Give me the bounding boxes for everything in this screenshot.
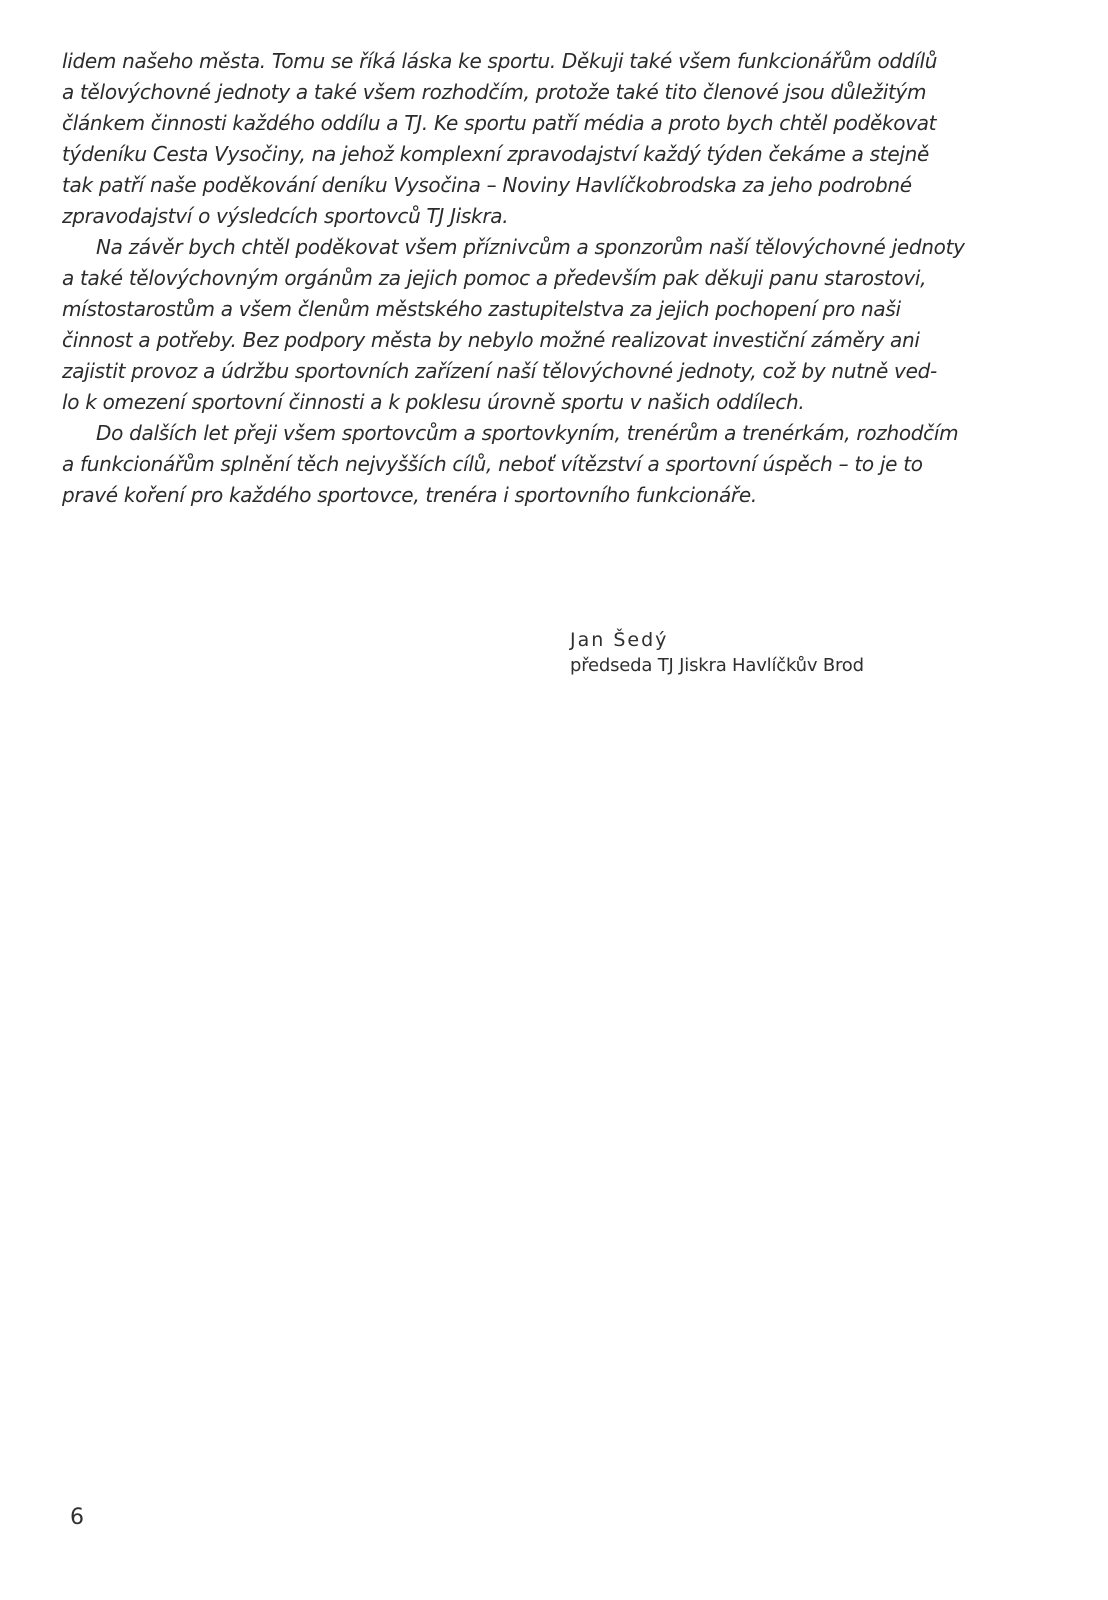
text-line: týdeníku Cesta Vysočiny, na jehož komplexní zpravodajství každý týden čekáme a stejně	[62, 142, 929, 166]
letter-body	[62, 46, 1052, 511]
text-line: a také tělovýchovným orgánům za jejich pomoc a především pak děkuji panu starostovi,	[62, 266, 927, 290]
text-line: Na závěr bych chtěl poděkovat všem příznivcům a sponzorům naší tělovýchovné jednoty	[96, 235, 965, 259]
text-line: lo k omezení sportovní činnosti a k poklesu úrovně sportu v našich oddílech.	[62, 390, 805, 414]
text-line: činnost a potřeby. Bez podpory města by nebylo možné realizovat investiční záměry ani	[62, 328, 920, 352]
text-line: zpravodajství o výsledcích sportovců TJ Jiskra.	[62, 204, 509, 228]
text-line: a funkcionářům splnění těch nejvyšších cílů, neboť vítězství a sportovní úspěch – to je to	[62, 452, 923, 476]
text-line: pravé koření pro každého sportovce, trenéra i sportovního funkcionáře.	[62, 483, 757, 507]
text-line: místostarostům a všem členům městského zastupitelstva za jejich pochopení pro naši	[62, 297, 901, 321]
text-line: lidem našeho města. Tomu se říká láska ke sportu. Děkuji také všem funkcionářům oddílů	[62, 49, 938, 73]
signatory-role: předseda TJ Jiskra Havlíčkův Brod	[570, 655, 864, 676]
signatory-name: Jan Šedý	[570, 629, 669, 651]
text-line: zajistit provoz a údržbu sportovních zařízení naší tělovýchovné jednoty, což by nutně ved-	[62, 359, 937, 383]
text-line: článkem činnosti každého oddílu a TJ. Ke sportu patří média a proto bych chtěl poděkovat	[62, 111, 937, 135]
text-line: a tělovýchovné jednoty a také všem rozhodčím, protože také tito členové jsou důležitým	[62, 80, 927, 104]
text-line: Do dalších let přeji všem sportovcům a sportovkyním, trenérům a trenérkám, rozhodčím	[96, 421, 959, 445]
text-line: tak patří naše poděkování deníku Vysočina – Noviny Havlíčkobrodska za jeho podrobné	[62, 173, 912, 197]
page-number: 6	[70, 1505, 84, 1530]
signature-block	[570, 627, 864, 679]
